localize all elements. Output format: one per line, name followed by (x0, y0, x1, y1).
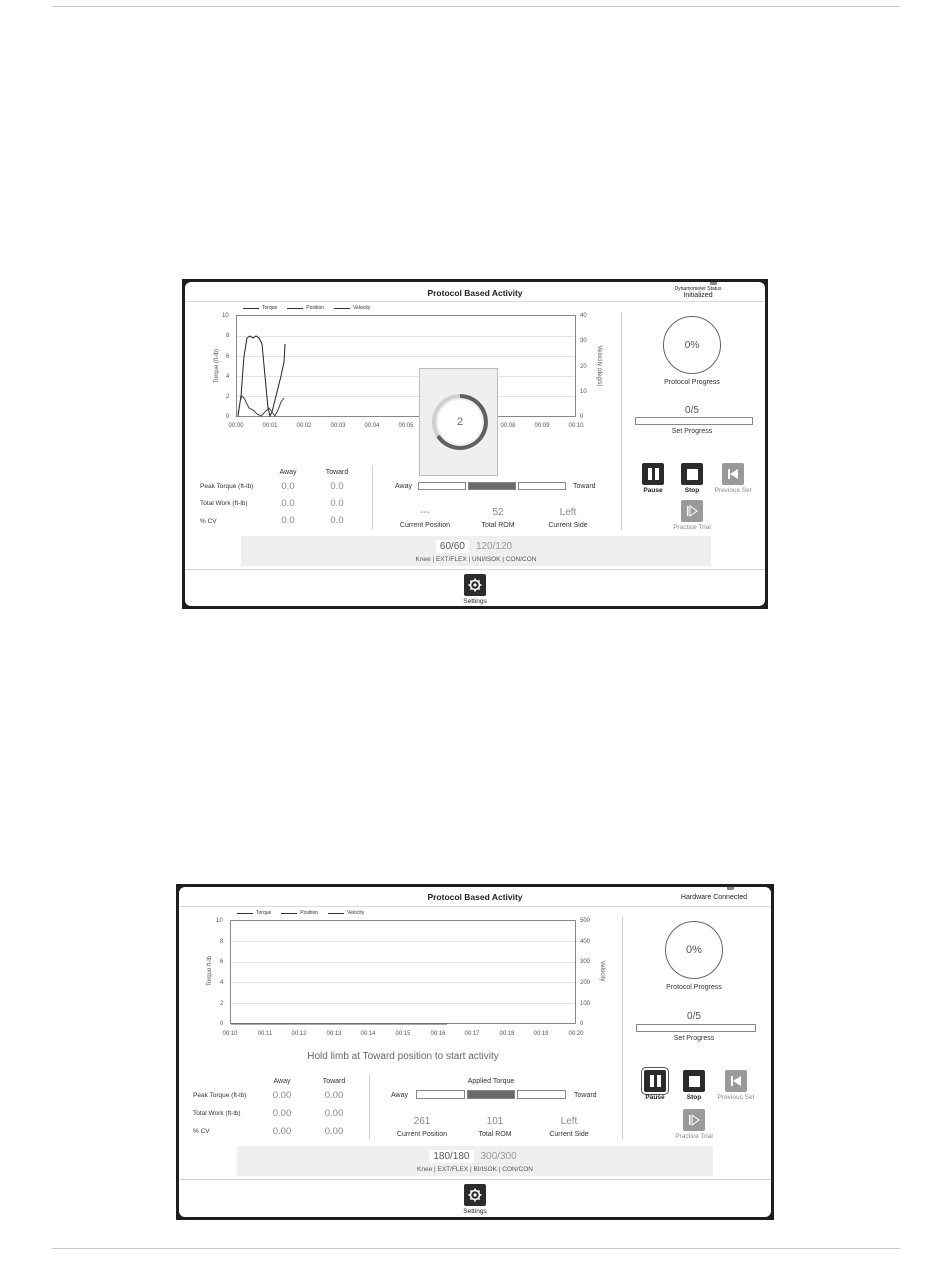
gear-icon (468, 578, 482, 592)
y-right-tick: 10 (580, 389, 587, 395)
y-right-tick: 400 (580, 939, 591, 945)
current-side-label: Current Side (548, 522, 588, 529)
y-left-tick: 10 (216, 918, 223, 924)
torque-segment-toward (517, 1090, 566, 1099)
speed-mode-selected[interactable]: 60/60 (436, 540, 469, 553)
y-left-tick: 0 (220, 1021, 224, 1027)
y-right-tick: 0 (580, 414, 584, 420)
torque-segment-away (418, 482, 466, 490)
x-tick: 00:18 (499, 1031, 515, 1037)
legend-torque: Torque (243, 305, 277, 311)
stats-value: 0.00 (324, 1090, 344, 1101)
settings-control[interactable] (455, 574, 495, 605)
stop-label: Stop (686, 1094, 702, 1101)
chart-legend (243, 305, 370, 311)
pause-button[interactable] (642, 463, 664, 485)
practice-trial-button[interactable] (683, 1109, 705, 1131)
y-left-tick: 6 (220, 959, 224, 965)
stats-label-peak-torque: Peak Torque (ft-lb) (200, 483, 254, 490)
protocol-strip (241, 536, 711, 566)
legend-line-icon (287, 308, 303, 309)
total-rom-readout (460, 1116, 530, 1138)
speed-mode-selected[interactable]: 180/180 (429, 1150, 473, 1163)
y-left-tick: 8 (226, 333, 230, 339)
pause-control[interactable] (633, 463, 673, 494)
current-side-readout (534, 1116, 604, 1138)
y-right-tick: 30 (580, 338, 587, 344)
practice-trial-button[interactable] (681, 500, 703, 522)
y-left-tick: 4 (226, 374, 230, 380)
current-position-label: Current Position (396, 1131, 448, 1138)
screenshot-2 (176, 884, 774, 1220)
hold-limb-message: Hold limb at Toward position to start activity (307, 1051, 499, 1062)
y-left-tick: 4 (220, 980, 224, 986)
y-right-tick: 0 (580, 1021, 584, 1027)
stats-value: 0.0 (330, 515, 344, 526)
speed-modes (241, 540, 711, 553)
live-chart (230, 920, 576, 1024)
previous-set-label: Previous Set (714, 487, 752, 494)
protocol-description: Knee | EXT/FLEX | BI/ISOK | CON/CON (417, 1166, 533, 1173)
set-progress-label: Set Progress (671, 428, 713, 435)
x-tick: 00:12 (291, 1031, 307, 1037)
legend-line-icon (328, 913, 344, 914)
page-title: Protocol Based Activity (427, 288, 523, 298)
x-tick: 00:15 (395, 1031, 411, 1037)
set-progress-bar (635, 417, 753, 425)
set-progress-bar (636, 1024, 756, 1032)
window-tab-marker (727, 887, 734, 890)
protocol-strip (237, 1146, 713, 1176)
stop-icon (687, 469, 698, 480)
legend-line-icon (281, 913, 297, 914)
protocol-progress-value: 0% (686, 944, 702, 956)
y-right-axis-title: Velocity (deg/s) (596, 345, 602, 387)
previous-set-control[interactable] (711, 1070, 761, 1101)
total-rom-readout (463, 507, 533, 529)
countdown-overlay (419, 368, 498, 476)
pause-icon (648, 468, 659, 480)
y-left-tick: 8 (220, 939, 224, 945)
speed-mode-option[interactable]: 300/300 (480, 1151, 517, 1162)
x-tick: 00:09 (534, 423, 550, 429)
y-right-tick: 500 (580, 918, 591, 924)
y-left-tick: 10 (222, 313, 229, 319)
previous-set-label: Previous Set (717, 1094, 755, 1101)
applied-torque-bar (416, 1090, 566, 1099)
torque-segment-away (416, 1090, 465, 1099)
stats-value: 0.00 (272, 1090, 292, 1101)
protocol-progress-label: Protocol Progress (664, 379, 720, 386)
stats-value: 0.0 (330, 498, 344, 509)
stats-header-toward: Toward (322, 1078, 346, 1085)
speed-mode-option[interactable]: 120/120 (475, 541, 513, 552)
y-left-axis-title: Torque (ft-lb) (214, 348, 220, 384)
legend-line-icon (237, 913, 253, 914)
stats-value: 0.00 (324, 1108, 344, 1119)
app-window (179, 887, 771, 1217)
torque-toward-label: Toward (574, 1092, 597, 1099)
torque-segment-center (468, 482, 516, 490)
x-tick: 00:04 (364, 423, 380, 429)
practice-trial-label: Practice Trial (673, 524, 711, 531)
pause-label: Pause (643, 487, 663, 494)
applied-torque-title: Applied Torque (467, 1078, 515, 1085)
legend-position: Position (287, 305, 324, 311)
gear-icon (468, 1188, 482, 1202)
torque-toward-label: Toward (573, 483, 596, 490)
x-tick: 00:02 (296, 423, 312, 429)
y-left-tick: 6 (226, 354, 230, 360)
legend-torque: Torque (237, 910, 271, 916)
stats-value: 0.00 (272, 1126, 292, 1137)
x-tick: 00:17 (464, 1031, 480, 1037)
x-tick: 00:10 (568, 423, 584, 429)
current-position-value: 261 (413, 1116, 431, 1127)
flat-signal-line (231, 921, 577, 1025)
chart-legend (237, 910, 364, 916)
right-panel-divider (621, 312, 622, 530)
status-value: Initialized (683, 292, 713, 299)
previous-set-control[interactable] (708, 463, 758, 494)
total-rom-label: Total ROM (478, 1131, 512, 1138)
current-side-value: Left (560, 1116, 578, 1127)
pause-button[interactable] (644, 1070, 666, 1092)
speed-modes (237, 1150, 713, 1163)
title-bar (185, 282, 765, 302)
footer-divider (179, 1179, 771, 1180)
page-title: Protocol Based Activity (427, 892, 523, 902)
legend-velocity: Velocity (334, 305, 370, 311)
current-position-readout (390, 507, 460, 529)
pause-control[interactable] (635, 1070, 675, 1101)
current-side-value: Left (559, 507, 577, 518)
live-chart (236, 315, 576, 417)
stop-control[interactable] (672, 463, 712, 494)
settings-label: Settings (463, 598, 487, 605)
y-left-tick: 0 (226, 414, 230, 420)
x-tick: 00:01 (262, 423, 278, 429)
current-position-label: Current Position (399, 522, 451, 529)
protocol-progress-ring (663, 316, 721, 374)
legend-velocity: Velocity (328, 910, 364, 916)
protocol-progress-label: Protocol Progress (666, 984, 722, 991)
y-right-tick: 40 (580, 313, 587, 319)
stats-value: 0.0 (281, 481, 295, 492)
stats-label-cv: % CV (200, 518, 217, 525)
right-panel-divider (622, 917, 623, 1139)
protocol-progress-value: 0% (684, 339, 700, 351)
stats-value: 0.0 (281, 515, 295, 526)
stats-divider (369, 1075, 370, 1139)
total-rom-label: Total ROM (481, 522, 515, 529)
skip-back-icon (730, 1075, 742, 1087)
hardware-status: Hardware Connected (680, 894, 748, 901)
stop-control[interactable] (674, 1070, 714, 1101)
settings-label: Settings (463, 1208, 487, 1215)
page-bottom-rule (52, 1248, 900, 1249)
stats-header-toward: Toward (325, 469, 349, 476)
torque-position-curves (237, 316, 577, 418)
stats-value: 0.00 (272, 1108, 292, 1119)
y-left-tick: 2 (226, 394, 230, 400)
countdown-value: 2 (456, 416, 464, 428)
set-progress-count: 0/5 (687, 1011, 701, 1022)
previous-set-button[interactable] (725, 1070, 747, 1092)
x-tick: 00:00 (228, 423, 244, 429)
set-progress-count: 0/5 (685, 405, 699, 416)
window-tab-marker (710, 282, 717, 285)
practice-trial-control[interactable] (667, 500, 717, 531)
torque-away-label: Away (391, 1092, 408, 1099)
x-tick: 00:10 (222, 1031, 238, 1037)
settings-control[interactable] (454, 1184, 496, 1215)
x-tick: 00:20 (568, 1031, 584, 1037)
skip-back-icon (727, 468, 739, 480)
torque-away-label: Away (395, 483, 412, 490)
x-tick: 00:08 (500, 423, 516, 429)
current-position-readout (387, 1116, 457, 1138)
stats-value: 0.00 (324, 1126, 344, 1137)
legend-line-icon (243, 308, 259, 309)
stats-value: 0.0 (281, 498, 295, 509)
applied-torque-bar (418, 482, 566, 490)
stats-label-total-work: Total Work (ft-lb) (200, 500, 248, 507)
settings-button[interactable] (464, 1184, 486, 1206)
current-side-label: Current Side (549, 1131, 589, 1138)
total-rom-value: 101 (486, 1116, 504, 1127)
practice-trial-label: Practice Trial (675, 1133, 713, 1140)
stats-label-cv: % CV (193, 1128, 210, 1135)
protocol-description: Knee | EXT/FLEX | UNI/ISOK | CON/CON (415, 556, 537, 563)
settings-button[interactable] (464, 574, 486, 596)
stats-label-peak-torque: Peak Torque (ft-lb) (193, 1092, 247, 1099)
stop-icon (689, 1076, 700, 1087)
practice-play-icon (686, 505, 698, 517)
screenshot-1 (182, 279, 768, 609)
protocol-progress-ring (665, 921, 723, 979)
pause-label: Pause (645, 1094, 665, 1101)
torque-segment-toward (518, 482, 566, 490)
legend-position: Position (281, 910, 318, 916)
y-right-tick: 100 (580, 1001, 591, 1007)
legend-line-icon (334, 308, 350, 309)
stats-header-away: Away (273, 1078, 291, 1085)
y-right-tick: 300 (580, 959, 591, 965)
app-window (185, 282, 765, 606)
footer-divider (185, 569, 765, 570)
y-left-axis-title: Torque ft-lb (207, 955, 213, 987)
x-tick: 00:03 (330, 423, 346, 429)
x-tick: 00:05 (398, 423, 414, 429)
x-tick: 00:14 (360, 1031, 376, 1037)
previous-set-button[interactable] (722, 463, 744, 485)
current-side-readout (533, 507, 603, 529)
y-right-axis-title: Velocity (599, 960, 605, 982)
stats-header-away: Away (279, 469, 297, 476)
x-tick: 00:19 (533, 1031, 549, 1037)
pause-icon (650, 1075, 661, 1087)
y-left-tick: 2 (220, 1001, 224, 1007)
stop-label: Stop (684, 487, 700, 494)
practice-play-icon (688, 1114, 700, 1126)
status-label: Dynamometer Status (674, 286, 722, 292)
y-right-tick: 200 (580, 980, 591, 986)
practice-trial-control[interactable] (669, 1109, 719, 1140)
dynamometer-status (657, 286, 739, 300)
stats-label-total-work: Total Work (ft-lb) (193, 1110, 241, 1117)
stop-button[interactable] (683, 1070, 705, 1092)
x-tick: 00:16 (430, 1031, 446, 1037)
y-right-tick: 20 (580, 364, 587, 370)
title-bar (179, 887, 771, 907)
total-rom-value: 52 (492, 507, 504, 518)
page-top-rule (52, 6, 900, 7)
set-progress-label: Set Progress (673, 1035, 715, 1042)
torque-segment-center (467, 1090, 516, 1099)
x-tick: 00:13 (326, 1031, 342, 1037)
stop-button[interactable] (681, 463, 703, 485)
stats-divider (372, 465, 373, 529)
stats-value: 0.0 (330, 481, 344, 492)
current-position-value: --- (420, 507, 430, 518)
x-tick: 00:11 (257, 1031, 273, 1037)
